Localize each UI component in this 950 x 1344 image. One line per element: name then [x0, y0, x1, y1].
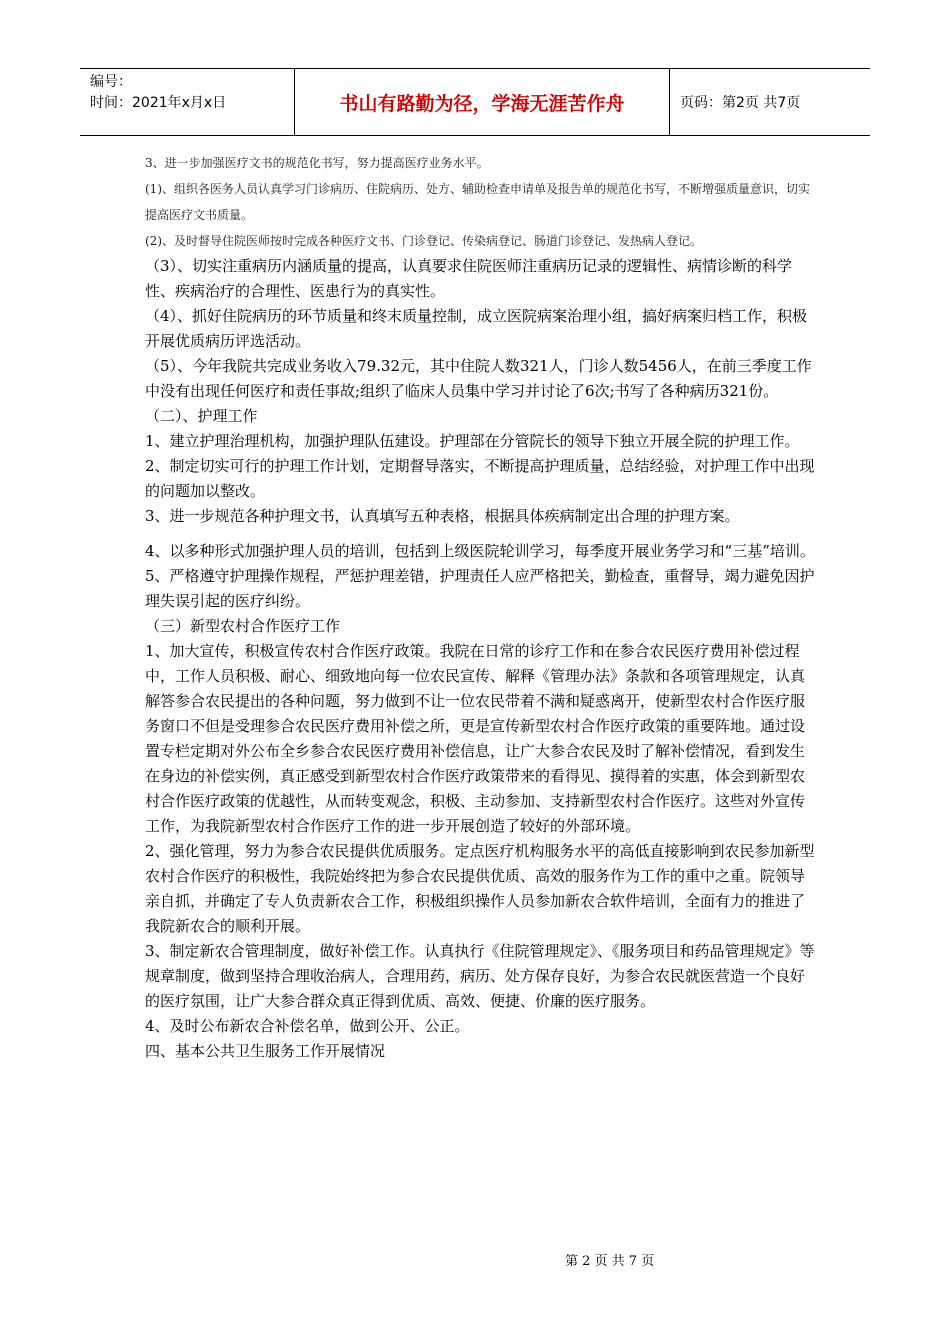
slogan-text: 书山有路勤为径，学海无涯苦作舟: [339, 92, 625, 115]
paragraph: （3）、切实注重病历内涵质量的提高，认真要求住院医师注重病历记录的逻辑性、病情诊断的科学性、疾病治疗的合理性、医患行为的真实性。: [145, 257, 793, 300]
page-header: [80, 68, 870, 136]
paragraph: 3、进一步加强医疗文书的规范化书写，努力提高医疗业务水平。: [145, 156, 489, 170]
paragraph: 1、加大宣传，积极宣传农村合作医疗政策。我院在日常的诊疗工作和在参合农民医疗费用补偿过程中，工作人员积极、耐心、细致地向每一位农民宣传、解释《管理办法》条款和各项管理规定，认真解答参合农民提出的各种问题，努力做到不让一位农民带着不满和疑惑离开，使新型农村合作医疗服务窗口不但是受理参合农民医疗费用补偿之所，更是宣传新型农村合作医疗政策的重要阵地。通过设置专栏定期对外公布全乡参合农民医疗费用补偿信息，让广大参合农民及时了解补偿情况，看到发生在身边的补偿实例，真正感受到新型农村合作医疗政策带来的看得见、摸得着的实惠，体会到新型农村合作医疗政策的优越性，从而转变观念，积极、主动参加、支持新型农村合作医疗。这些对外宣传工作，为我院新型农村合作医疗工作的进一步开展创造了较好的外部环境。: [145, 642, 806, 835]
section-heading: 四、基本公共卫生服务工作开展情况: [145, 1042, 386, 1060]
header-page-number: 页码：第2页 共7页: [680, 95, 801, 111]
number-label: 编号：: [90, 74, 132, 90]
paragraph: 1、建立护理治理机构，加强护理队伍建设。护理部在分管院长的领导下独立开展全院的护理工作。: [145, 432, 800, 450]
header-slogan: [295, 69, 670, 135]
header-info: [80, 69, 295, 135]
paragraph: (1)、组织各医务人员认真学习门诊病历、住院病历、处方、辅助检查申请单及报告单的规范化书写，不断增强质量意识，切实提高医疗文书质量。: [145, 182, 811, 222]
page-footer: 第 2 页 共 7 页: [565, 1254, 655, 1269]
paragraph: 5、严格遵守护理操作规程，严惩护理差错，护理责任人应严格把关，勤检查，重督导，竭力避免因护理失误引起的医疗纠纷。: [145, 567, 815, 610]
section-heading: （二）、护理工作: [145, 407, 258, 425]
section-heading: （三）新型农村合作医疗工作: [145, 617, 341, 635]
paragraph: 3、进一步规范各种护理文书，认真填写五种表格，根据具体疾病制定出合理的护理方案。: [145, 507, 740, 525]
time-label: 时间：2021年x月x日: [90, 95, 227, 111]
document-body: [145, 150, 817, 1064]
paragraph: 4、以多种形式加强护理人员的培训，包括到上级医院轮训学习，每季度开展业务学习和“三基”培训。: [145, 542, 815, 560]
paragraph: （4）、抓好住院病历的环节质量和终末质量控制，成立医院病案治理小组，搞好病案归档工作，积极开展优质病历评选活动。: [145, 307, 808, 350]
paragraph: 2、强化管理，努力为参合农民提供优质服务。定点医疗机构服务水平的高低直接影响到农民参加新型农村合作医疗的积极性，我院始终把为参合农民提供优质、高效的服务作为工作的重中之重。院领导亲自抓，并确定了专人负责新农合工作，积极组织操作人员参加新农合软件培训，全面有力的推进了我院新农合的顺利开展。: [145, 842, 815, 935]
paragraph: 2、制定切实可行的护理工作计划，定期督导落实，不断提高护理质量，总结经验，对护理工作中出现的问题加以整改。: [145, 457, 815, 500]
paragraph: （5）、今年我院共完成业务收入79.32元，其中住院人数321人，门诊人数5456人，在前三季度工作中没有出现任何医疗和责任事故;组织了临床人员集中学习并讨论了6次;书写了各种病历321份。: [145, 357, 812, 400]
paragraph: 4、及时公布新农合补偿名单，做到公开、公正。: [145, 1017, 470, 1035]
paragraph: (2)、及时督导住院医师按时完成各种医疗文书、门诊登记、传染病登记、肠道门诊登记、发热病人登记。: [145, 234, 703, 248]
paragraph: 3、制定新农合管理制度，做好补偿工作。认真执行《住院管理规定》、《服务项目和药品管理规定》等规章制度，做到坚持合理收治病人，合理用药，病历、处方保存良好，为参合农民就医营造一个良好的医疗氛围，让广大参合群众真正得到优质、高效、便捷、价廉的医疗服务。: [145, 942, 815, 1010]
